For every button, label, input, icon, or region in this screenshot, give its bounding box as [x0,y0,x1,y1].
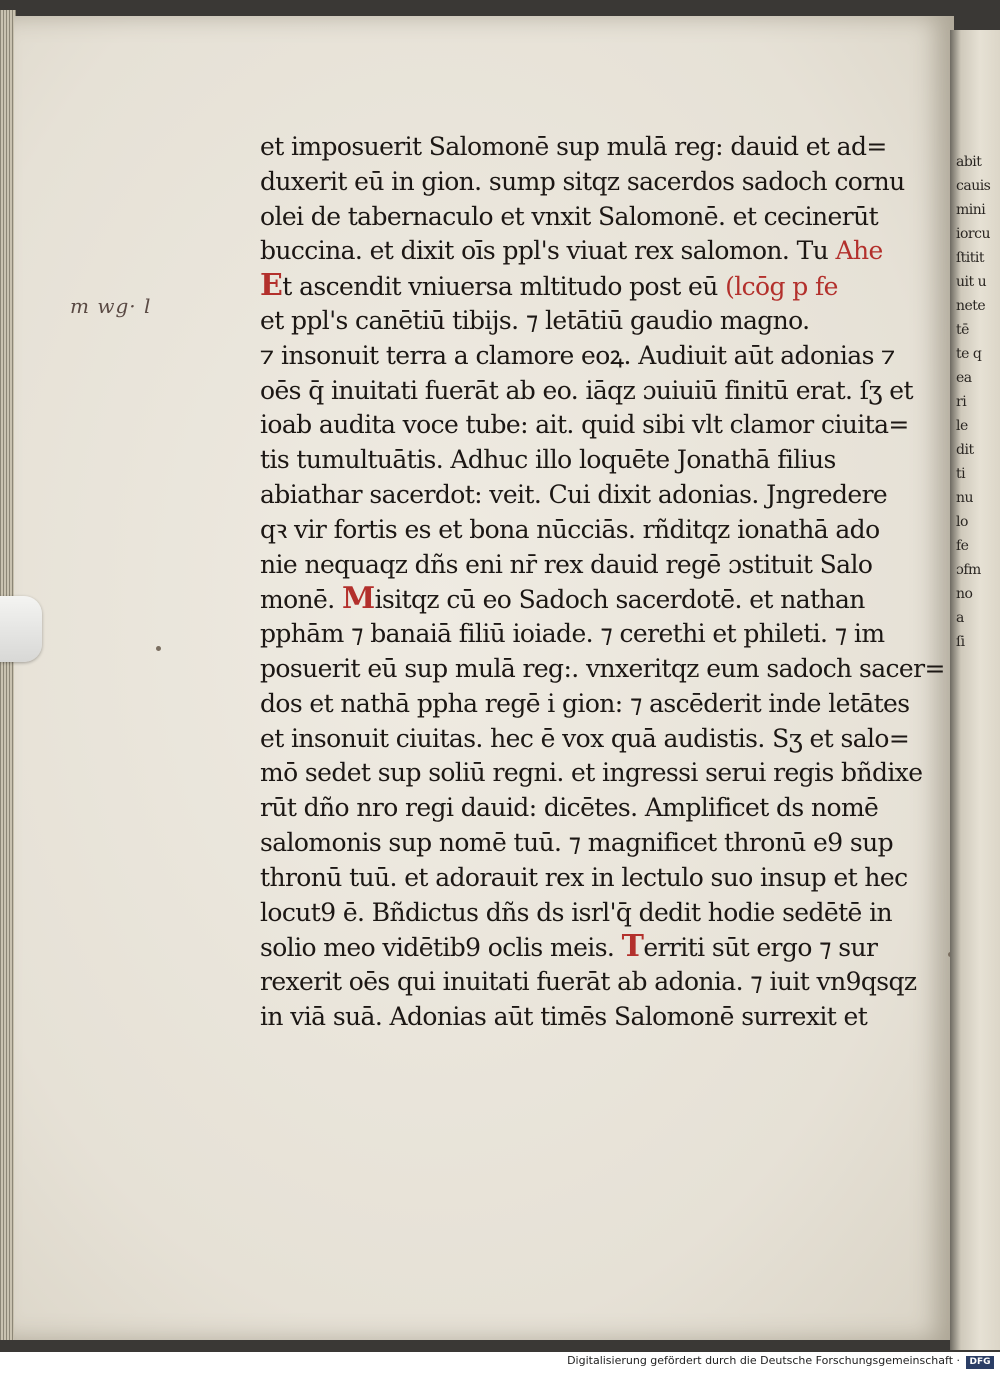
rubric-text: Ahe [835,236,883,266]
facing-page-fragment: fe [956,538,969,554]
facing-page-text [956,150,996,654]
line-text: rexerit oēs qui inuitati fuerāt ab adonia. ⁊ iuit vn9qsqz [260,967,917,997]
line-text: salomonis sup nomē tuū. ⁊ magnificet thronū e9 sup [260,827,894,857]
text-line [260,861,908,896]
line-text: isitqz cū eo Sadoch sacerdotē. et nathan [374,585,865,615]
text-line [260,896,892,931]
facing-page-fragment: nete [956,298,986,314]
text-line [260,269,870,304]
facing-page-fragment: nu [956,490,974,506]
line-text: t ascendit vniuersa mltitudo post eū [282,272,726,302]
facing-page-edge [950,30,1000,1350]
text-line [260,929,878,965]
text-line [260,791,879,826]
line-text: et insonuit ciuitas. hec ē vox quā audistis. Sʒ et salo= [260,723,910,753]
facing-page-fragment: tē [956,322,969,338]
line-text: qꝛ vir fortis es et bona nūcciās. rñditqz ionathā ado [260,514,880,544]
facing-page-fragment: dit [956,442,974,458]
facing-page-fragment: no [956,586,973,602]
line-text: erriti sūt ergo ⁊ sur [643,933,878,963]
text-line [260,687,910,722]
text-line [260,304,870,339]
text-line [260,408,909,443]
facing-page-fragment: le [956,418,968,434]
line-text: et imposuerit Salomonē sup mulā reg: dauid et ad= [260,132,887,161]
line-text: solio meo vidētib9 oclis meis. [260,933,622,963]
facing-page-fragment: ſi [956,634,965,650]
line-text: posuerit eū sup mulā reg:. vnxeritqz eum sadoch sacer= [260,653,945,683]
incunabula-page [14,16,954,1340]
line-text: dos et nathā ppha regē i gion: ⁊ ascēderit inde letātes [260,688,910,718]
text-line [260,234,883,269]
text-line [260,374,913,409]
text-line [260,722,910,757]
text-line [260,443,870,478]
text-line [260,617,885,652]
line-text: rūt dño nro regi dauid: dicētes. Amplificet ds nomē [260,793,879,823]
line-text: in viā suā. Adonias aūt timēs Salomonē surrexit et [260,1001,868,1031]
text-line [260,478,888,513]
text-line [260,965,917,1000]
marginal-note: m wg· l [70,294,152,318]
facing-page-fragment: cauis [956,178,991,194]
text-line [260,165,905,200]
line-text: oēs q̄ inuitati fuerāt ab eo. iāqz ɔuiuiū finitū erat. ſʒ et [260,375,913,405]
rubricated-initial: E [260,268,283,304]
page-clip [0,596,42,662]
facing-page-fragment: a [956,610,964,626]
line-text: monē. [260,585,342,615]
facing-page-fragment: ri [956,394,967,410]
text-line [260,513,880,548]
facing-page-fragment: iorcu [956,226,990,242]
facing-page-fragment: ti [956,466,966,482]
line-text: olei de tabernaculo et vnxit Salomonē. et cecinerūt [260,201,879,231]
line-text: ⁊ insonuit terra a clamore eoꝝ. Audiuit aūt adonias ⁊ [260,340,895,370]
line-text: mō sedet sup soliū regni. et ingressi serui regis bñdixe [260,758,923,788]
facing-page-fragment: ſtitit [956,250,985,266]
text-line [260,652,945,687]
line-text: duxerit eū in gion. sump sitqz sacerdos sadoch cornu [260,166,905,196]
facing-page-fragment: lo [956,514,968,530]
line-text: pphām ⁊ banaiā filiū ioiade. ⁊ cerethi et phileti. ⁊ im [260,619,885,649]
line-text: ioab audita voce tube: ait. quid sibi vlt clamor ciuita= [260,410,909,440]
line-text: buccina. et dixit oīs ppl's viuat rex salomon. Tu [260,236,836,266]
rubricated-initial: M [341,581,375,617]
facing-page-fragment: te q [956,346,982,362]
line-text: locut9 ē. Bñdictus dñs ds isrl'q̄ dedit hodie sedētē in [260,897,892,927]
text-line [260,826,894,861]
text-line [260,756,923,791]
facing-page-fragment: ɔfm [956,562,981,578]
text-block [260,130,945,1035]
footer-bar [0,1352,1000,1373]
dfg-logo-icon: DFG [966,1356,994,1369]
line-text: thronū tuū. et adorauit rex in lectulo suo insup et hec [260,862,908,892]
facing-page-fragment: ea [956,370,972,386]
text-line [260,582,870,617]
text-line [260,200,879,235]
line-text: abiathar sacerdot: veit. Cui dixit adonias. Jngredere [260,479,888,509]
text-line [260,1000,870,1035]
text-line [260,548,873,583]
funding-credit: Digitalisierung gefördert durch die Deutsche Forschungsgemeinschaft · [567,1354,960,1367]
rubricated-initial: T [621,929,644,965]
line-text: et ppl's canētiū tibijs. ⁊ letātiū gaudio magno. [260,305,810,335]
line-text: nie nequaqz dñs eni nr̄ rex dauid regē ɔstituit Salo [260,549,873,579]
facing-page-fragment: abit [956,154,982,170]
line-text: tis tumultuātis. Adhuc illo loquēte Jonathā filius [260,445,836,475]
ink-speck [156,646,161,651]
text-line [260,130,887,165]
facing-page-fragment: mini [956,202,986,218]
text-line [260,339,895,374]
facing-page-fragment: uit u [956,274,987,290]
rubric-text: (lcōg p fe [725,272,838,302]
